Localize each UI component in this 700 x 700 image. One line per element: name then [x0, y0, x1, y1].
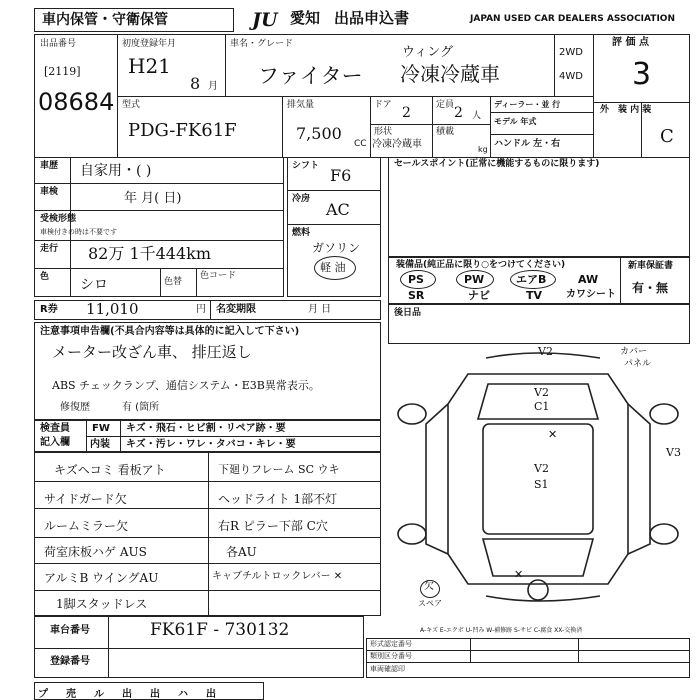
cat-code-label: 類別区分番号: [370, 652, 412, 660]
inspection-value: 年 月( 日): [124, 191, 182, 206]
fw-items: キズ・飛石・ヒビ割・リペア跡・要: [126, 423, 286, 434]
color-tone-label: 色替: [164, 277, 183, 287]
comment-left-4: 荷室床板ハゲ AUS: [44, 545, 147, 559]
mark-x-rear: ✕: [514, 568, 524, 581]
cover-sub: パネル: [624, 359, 652, 369]
person-unit: 人: [472, 111, 482, 121]
color-code-label: 色コード: [200, 271, 237, 281]
diagram-legend: A-キズ E-エクボ U-凹み W-補修跡 S-サビ C-腐食 XX-交換済: [420, 627, 583, 634]
mark-v2-hood: V2: [534, 386, 549, 399]
mark-c1-hood: C1: [534, 400, 550, 413]
history-block: [34, 157, 284, 297]
displacement-value: 7,500: [296, 124, 342, 143]
mark-x-roof: ✕: [548, 428, 558, 441]
sales-point-box: [388, 157, 690, 257]
doors-value: 2: [402, 105, 411, 121]
equip-pw: PW: [464, 273, 485, 286]
recycle-value: 11,010: [86, 300, 139, 318]
mark-v2-roof: V2: [534, 462, 549, 475]
strip-label-5: 出: [150, 689, 160, 700]
form-title: 出品申込書: [334, 9, 410, 27]
comment-right-2: ヘッドライト 1部不灯: [218, 492, 338, 506]
circle-ps: [400, 270, 436, 289]
shift-value: F6: [330, 166, 352, 185]
circle-airbag: [510, 270, 556, 289]
spare-mark: 欠: [424, 581, 434, 592]
inspector-label-2: 記入欄: [40, 437, 70, 448]
ac-label: 冷房: [292, 194, 311, 204]
handle-label: ハンドル 左・右: [494, 139, 561, 149]
load-label: 積載: [436, 127, 455, 137]
sales-point-label: セールスポイント(正常に機能するものに限ります): [394, 159, 600, 169]
lot-sub: [2119]: [44, 65, 81, 78]
grade-top: ウィング: [402, 45, 453, 60]
shape-value: 冷凍冷蔵車: [372, 139, 422, 150]
circle-pw: [456, 270, 494, 289]
recycle-label: R券: [40, 304, 58, 315]
fuel-label: 燃料: [292, 228, 311, 238]
cover-label: カバー: [620, 347, 648, 357]
registration-label: 登録番号: [50, 656, 90, 667]
first-reg-label: 初度登録年月: [122, 39, 177, 49]
model-grade-label: 車名・グレード: [230, 39, 294, 49]
repair-label: 修復歴: [60, 402, 90, 413]
exterior-label: 外: [600, 105, 610, 115]
comment-right-4: 各AU: [226, 545, 257, 559]
fuel-sub: 軽 油: [320, 261, 346, 274]
bottom-strip-labels: [38, 685, 216, 700]
storage-label: 車内保管・守衛保管: [42, 12, 168, 28]
rating-value: 3: [632, 57, 652, 92]
comment-left-3: ルームミラー欠: [44, 519, 129, 533]
month-unit: 月: [208, 81, 218, 92]
type-label: 型式: [122, 100, 141, 110]
strip-label-3: ル: [94, 689, 104, 700]
doors-label: ドア: [374, 100, 392, 110]
capacity-label: 定員: [436, 100, 455, 110]
mark-v2-top: V2: [538, 345, 553, 358]
lot-number: 08684: [38, 88, 115, 116]
cert-box: [366, 638, 690, 678]
chassis-value: FK61F - 730132: [150, 620, 290, 640]
usage-label: 車歴: [40, 161, 59, 171]
model-year-label: モデル 年式: [494, 117, 537, 126]
type-value: PDG-FK61F: [128, 120, 237, 141]
org-name: 愛知: [290, 9, 321, 27]
notes-line-2: ABS チェックランプ、通信システム・E3B異常表示。: [52, 379, 320, 392]
repair-value: 有 (箇所: [122, 402, 160, 413]
interior-label: 装 内 装: [618, 105, 652, 115]
mileage-label: 走行: [40, 244, 59, 254]
ext-int-value: C: [660, 126, 674, 147]
new-car-value: 有・無: [632, 281, 669, 295]
fw-label: FW: [92, 423, 110, 434]
drive-2wd: 2WD: [559, 47, 583, 58]
strip-label-1: プ: [38, 689, 48, 700]
shape-code-label: 形式認定番号: [370, 640, 412, 648]
equip-tv: TV: [526, 289, 543, 302]
kg-unit: kg: [478, 145, 488, 154]
notes-label: 注意事項申告欄(不具合内容等は具体的に記入して下さい): [40, 326, 300, 337]
equip-airbag: エアB: [516, 273, 547, 286]
new-car-label: 新車保証書: [628, 261, 674, 271]
displacement-label: 排気量: [287, 100, 315, 110]
usage-value: 自家用・( ): [80, 163, 152, 179]
strip-label-6: ハ: [178, 689, 188, 700]
after-label: 後日品: [394, 308, 422, 318]
after-box: [388, 304, 690, 344]
color-value: シロ: [80, 277, 108, 293]
comment-left-6: 1脚スタッドレス: [56, 597, 148, 611]
transfer-value: 月 日: [308, 304, 332, 315]
notes-line-1: メーター改ざん車、 排圧返し: [52, 343, 252, 361]
comment-right-1: 下廻りフレーム SC ウキ: [218, 463, 340, 476]
association-name: JAPAN USED CAR DEALERS ASSOCIATION: [470, 14, 675, 24]
equip-leather: カワシート: [566, 289, 616, 300]
comment-right-5: キャブチルトロックレバー ✕: [212, 571, 343, 582]
comment-left-2: サイドガード欠: [44, 492, 127, 506]
mark-v3-side: V3: [666, 446, 681, 459]
comment-left-5: アルミB ウイングAU: [44, 571, 159, 585]
inspector-label-1: 検査員: [40, 423, 70, 434]
vehicle-diagram: [388, 344, 690, 616]
interior-row-label: 内装: [90, 439, 110, 450]
equip-ps: PS: [408, 273, 424, 286]
equip-navi: ナビ: [468, 289, 490, 302]
spare-label: スペア: [418, 599, 442, 608]
mark-s1-roof: S1: [534, 478, 549, 491]
interior-items: キズ・汚レ・ワレ・タバコ・キレ・要: [126, 439, 296, 450]
inspection-label: 車検: [40, 187, 59, 197]
shape-label: 形状: [374, 127, 393, 137]
fuel-value: ガソリン: [312, 241, 361, 255]
recycle-unit: 円: [196, 304, 206, 315]
seal-label: 車両確認印: [370, 665, 405, 673]
strip-label-7: 出: [206, 689, 216, 700]
strip-label-4: 出: [122, 689, 132, 700]
equip-sr: SR: [408, 289, 425, 302]
fuel-circle: [314, 256, 356, 280]
ju-logo: [252, 9, 278, 31]
chassis-label: 車台番号: [50, 625, 90, 636]
registry-label: 受検形態: [40, 214, 77, 224]
model-name: ファイター: [258, 64, 363, 88]
comment-left-1: キズヘコミ 看板アト: [54, 463, 166, 477]
drive-4wd: 4WD: [559, 71, 583, 82]
color-label: 色: [40, 272, 50, 282]
equip-aw: AW: [578, 273, 599, 286]
grade: 冷凍冷蔵車: [400, 62, 500, 86]
strip-label-2: 売: [66, 689, 76, 700]
dealer-label: ディーラー・並 行: [494, 100, 561, 109]
first-reg-year: H21: [128, 54, 171, 78]
cover-annotation: [620, 346, 651, 369]
lot-label: 出品番号: [40, 39, 77, 49]
first-reg-month: 8: [190, 74, 201, 93]
transfer-label: 名変期限: [216, 304, 256, 315]
registry-sub: 車検付きの時は不要です: [40, 228, 117, 236]
cc-unit: CC: [354, 139, 367, 149]
shift-label: シフト: [292, 161, 320, 171]
equipment-label: 装備品(純正品に限り○をつけてください): [396, 260, 566, 270]
ac-value: AC: [326, 200, 350, 219]
damage-marks: [514, 345, 681, 581]
comment-right-3: 右R ピラー下部 C穴: [218, 519, 328, 533]
mileage-value: 82万 1千444km: [88, 244, 212, 263]
logo-mark: JU: [252, 9, 278, 31]
rating-label: 評 価 点: [612, 37, 649, 48]
capacity-value: 2: [454, 105, 463, 121]
